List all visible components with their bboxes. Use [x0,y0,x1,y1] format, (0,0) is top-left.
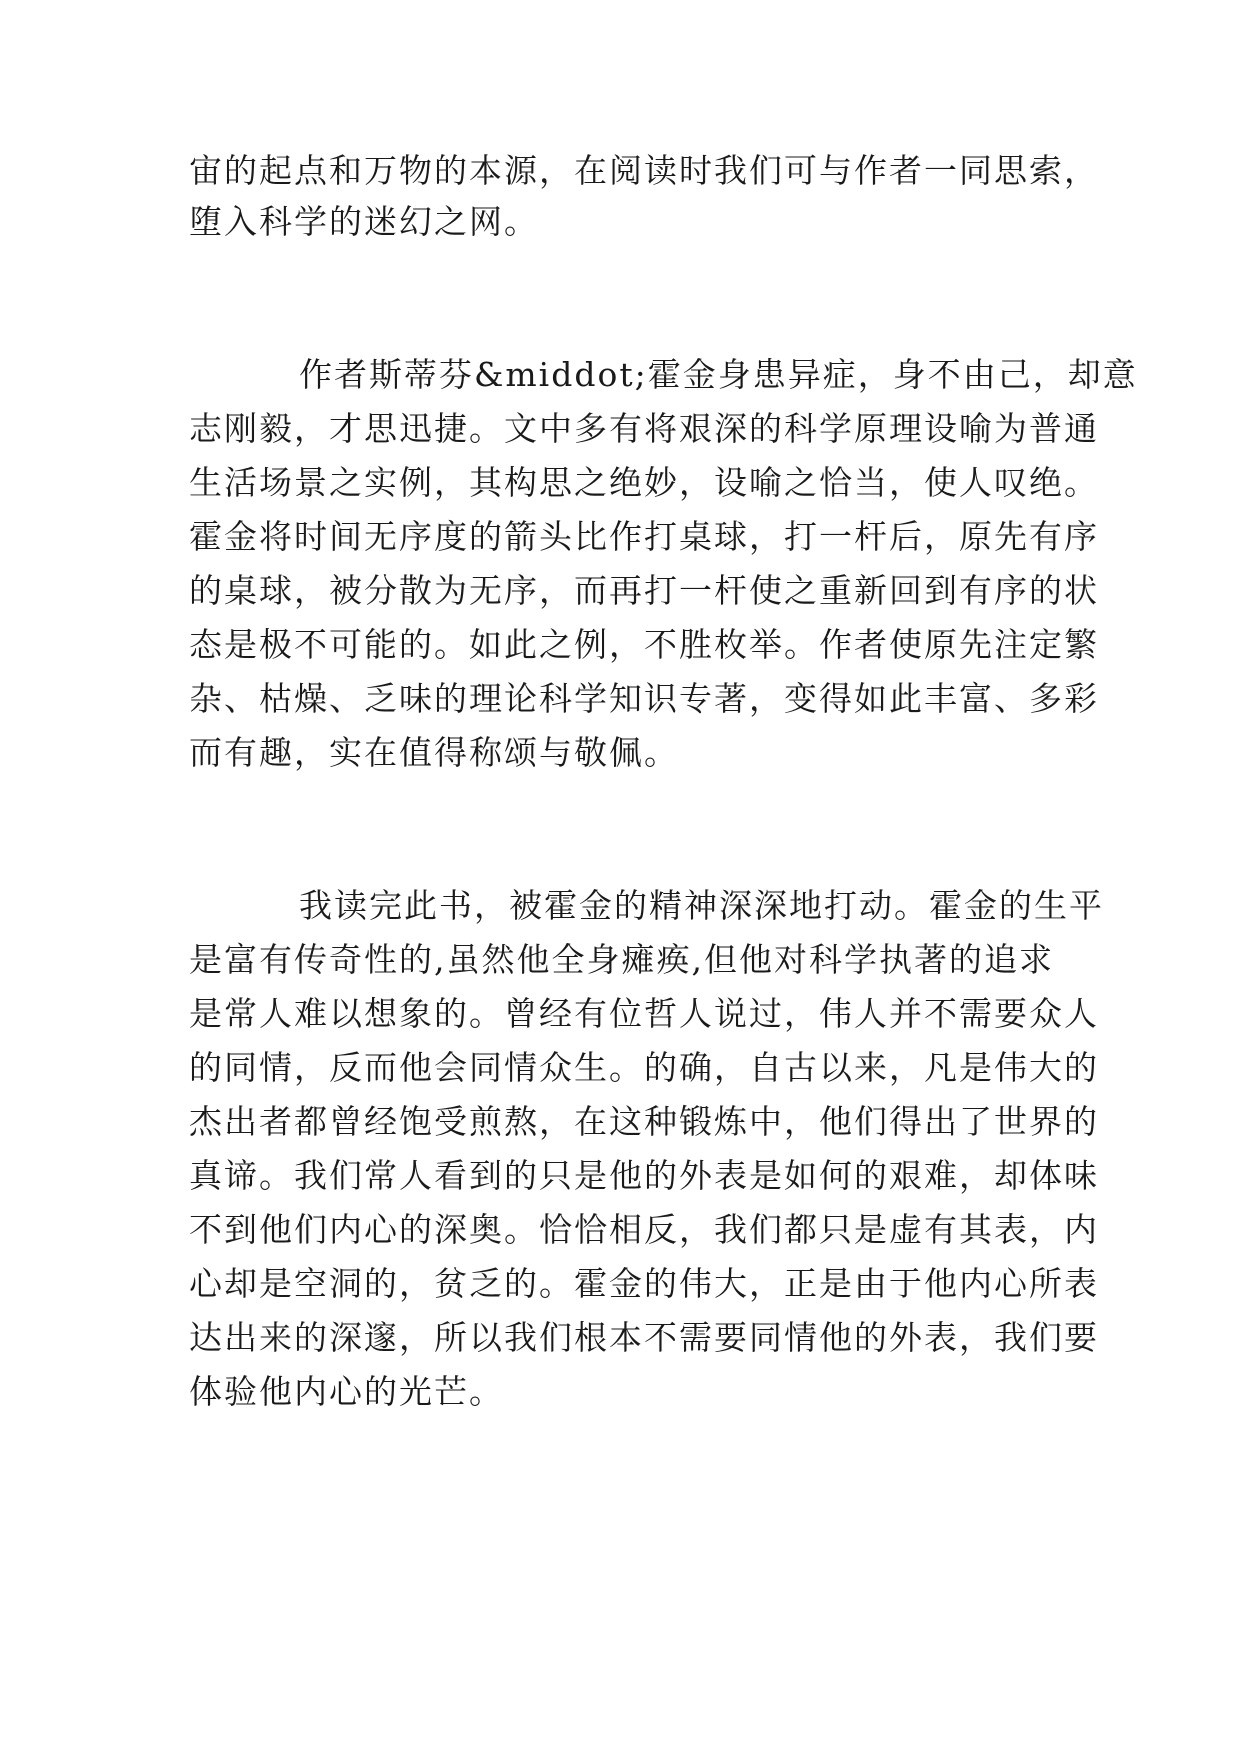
text-line: 宙的起点和万物的本源，在阅读时我们可与作者一同思索， [189,151,1099,190]
text-line: 的桌球，被分散为无序，而再打一杆使之重新回到有序的状 [189,571,1099,610]
text-line: 的同情，反而他会同情众生。的确，自古以来，凡是伟大的 [189,1048,1099,1087]
text-line: 生活场景之实例，其构思之绝妙，设喻之恰当，使人叹绝。 [189,463,1099,502]
text-line: 杰出者都曾经饱受煎熬，在这种锻炼中，他们得出了世界的 [189,1102,1099,1141]
text-line: 我读完此书，被霍金的精神深深地打动。霍金的生平 [299,886,1104,925]
text-line: 作者斯蒂芬&middot;霍金身患异症，身不由己，却意 [299,355,1138,394]
text-line: 堕入科学的迷幻之网。 [189,202,539,241]
text-line: 志刚毅，才思迅捷。文中多有将艰深的科学原理设喻为普通 [189,409,1099,448]
text-line: 心却是空洞的，贫乏的。霍金的伟大，正是由于他内心所表 [189,1264,1099,1303]
text-line: 是常人难以想象的。曾经有位哲人说过，伟人并不需要众人 [189,994,1099,1033]
text-line: 态是极不可能的。如此之例，不胜枚举。作者使原先注定繁 [189,625,1099,664]
text-line: 达出来的深邃，所以我们根本不需要同情他的外表，我们要 [189,1318,1099,1357]
text-line: 霍金将时间无序度的箭头比作打桌球，打一杆后，原先有序 [189,517,1099,556]
text-line: 体验他内心的光芒。 [189,1372,504,1411]
text-line: 杂、枯燥、乏味的理论科学知识专著，变得如此丰富、多彩 [189,679,1099,718]
text-line: 是富有传奇性的,虽然他全身瘫痪,但他对科学执著的追求 [189,940,1054,979]
text-line: 不到他们内心的深奥。恰恰相反，我们都只是虚有其表，内 [189,1210,1099,1249]
text-line: 真谛。我们常人看到的只是他的外表是如何的艰难，却体味 [189,1156,1099,1195]
text-line: 而有趣，实在值得称颂与敬佩。 [189,733,679,772]
